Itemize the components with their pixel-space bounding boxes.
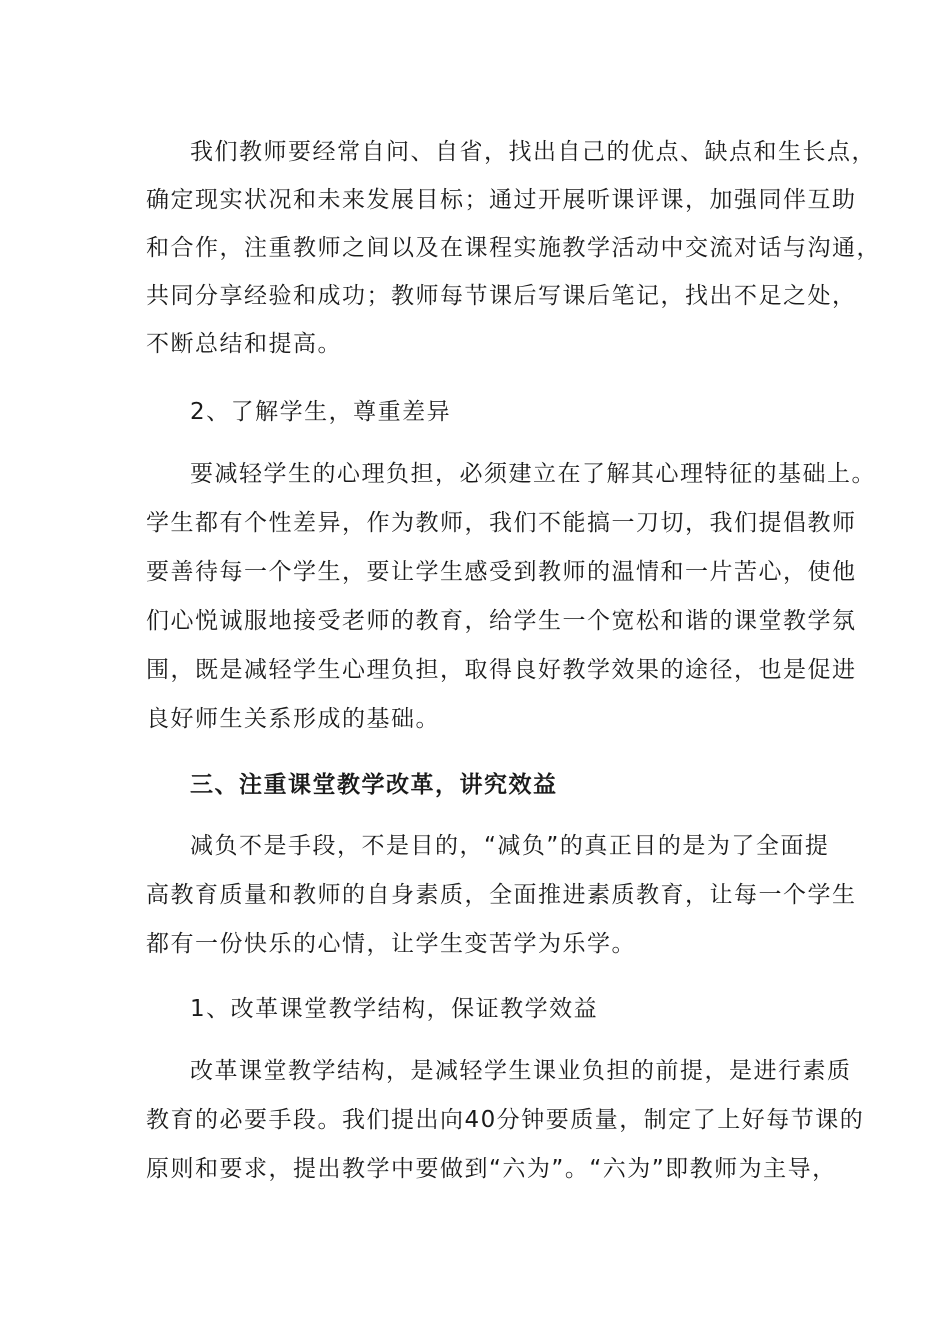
paragraph-line: 不断总结和提高。 [146,331,342,357]
paragraph-line: 共同分享经验和成功；教师每节课后写课后笔记，找出不足之处， [146,283,857,309]
paragraph-line: 改革课堂教学结构，是减轻学生课业负担的前提，是进行素质 [190,1058,852,1084]
paragraph-line: 围，既是减轻学生心理负担，取得良好教学效果的途径，也是促进 [146,657,857,683]
paragraph-line: 教育的必要手段。我们提出向40分钟要质量，制定了上好每节课的 [146,1107,865,1133]
paragraph-line: 高教育质量和教师的自身素质，全面推进素质教育，让每一个学生 [146,882,857,908]
paragraph-line: 学生都有个性差异，作为教师，我们不能搞一刀切，我们提倡教师 [146,510,857,536]
paragraph-line: 我们教师要经常自问、自省，找出自己的优点、缺点和生长点， [190,139,876,165]
paragraph-line: 要善待每一个学生，要让学生感受到教师的温情和一片苦心，使他 [146,559,857,585]
paragraph-line: 都有一份快乐的心情，让学生变苦学为乐学。 [146,931,636,957]
subheading-understand-students: 2、了解学生，尊重差异 [190,399,452,425]
paragraph-line: 确定现实状况和未来发展目标；通过开展听课评课，加强同伴互助 [146,187,857,213]
paragraph-line: 原则和要求，提出教学中要做到“六为”。“六为”即教师为主导， [146,1156,837,1182]
paragraph-line: 要减轻学生的心理负担，必须建立在了解其心理特征的基础上。 [190,461,876,487]
paragraph-line: 和合作，注重教师之间以及在课程实施教学活动中交流对话与沟通， [146,235,881,261]
paragraph-line: 减负不是手段，不是目的，“减负”的真正目的是为了全面提 [190,833,830,859]
paragraph-line: 良好师生关系形成的基础。 [146,706,440,732]
paragraph-line: 们心悦诚服地接受老师的教育，给学生一个宽松和谐的课堂教学氛 [146,608,857,634]
subheading-reform-structure: 1、改革课堂教学结构，保证教学效益 [190,996,599,1022]
section-heading-classroom-reform: 三、注重课堂教学改革，讲究效益 [190,772,558,798]
